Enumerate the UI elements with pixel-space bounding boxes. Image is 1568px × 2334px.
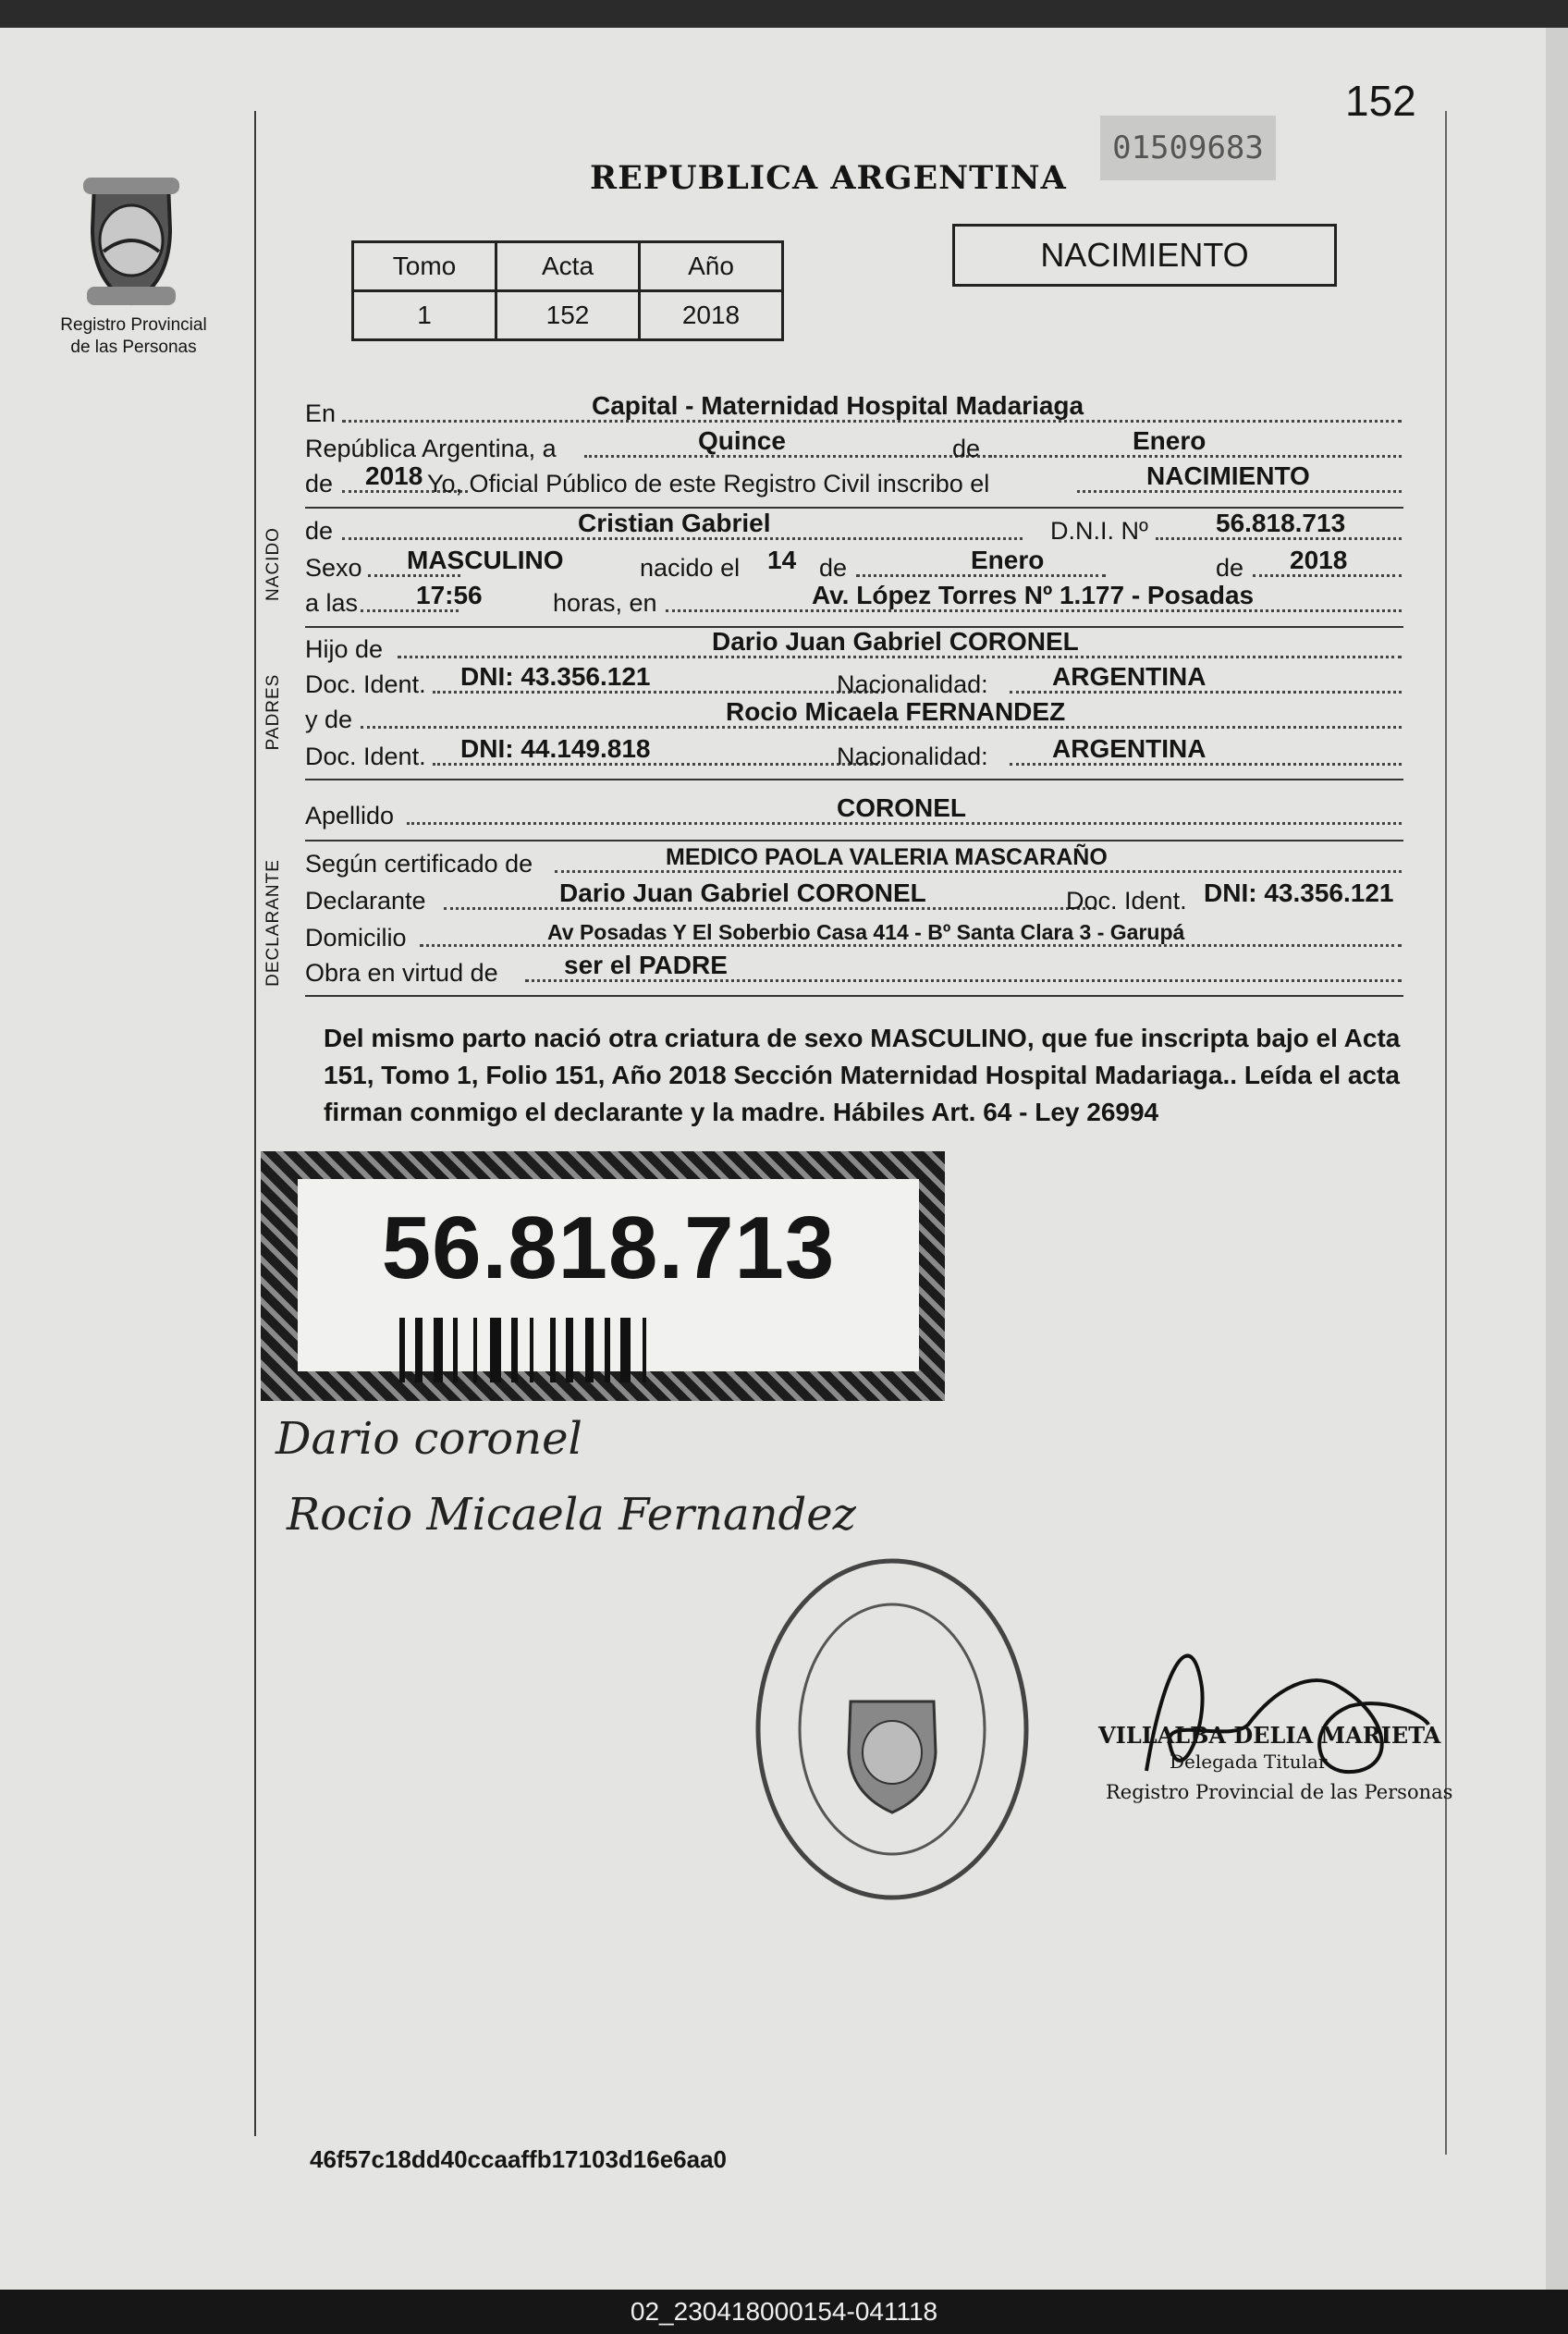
time-place-row [305, 583, 1402, 620]
document-title: REPUBLICA ARGENTINA [590, 159, 1067, 197]
document-hash: 46f57c18dd40ccaaffb17103d16e6aa0 [310, 2145, 728, 2173]
surname-value: CORONEL [837, 793, 966, 822]
declarant-doc: DNI: 43.356.121 [1204, 878, 1394, 907]
republic-label: República Argentina, a [305, 435, 557, 462]
address-label: Domicilio [305, 924, 407, 952]
declarant-doc-label: Doc. Ident. [1066, 887, 1187, 915]
scan-footer-id: 02_230418000154-041118 [0, 2290, 1568, 2334]
separator-line [305, 840, 1403, 841]
official-name: VILLALBA DELIA MARIETA [1098, 1722, 1441, 1749]
registry-caption-line1: Registro Provincial [60, 315, 207, 335]
barcode-bar [530, 1318, 533, 1382]
child-name-row: de Cristian Gabriel D.N.I. Nº 56.818.713 [305, 510, 1402, 547]
mother-row [305, 699, 1402, 736]
month-value: Enero [1133, 426, 1207, 455]
registry-caption-line2: de las Personas [70, 338, 197, 357]
mother-handwritten-signature: Rocio Micaela Fernandez [287, 1489, 856, 1541]
birth-month: Enero [971, 546, 1045, 574]
officer-text: Yo, Oficial Público de este Registro Civil inscribo el [427, 470, 990, 498]
father-handwritten-signature: Dario coronel [276, 1413, 582, 1465]
child-name: Cristian Gabriel [578, 509, 771, 537]
barcode-bar [605, 1318, 610, 1382]
certificate-row [305, 843, 1402, 880]
dni-sticker-inner [298, 1179, 919, 1371]
barcode-bar [643, 1318, 646, 1382]
mother-doc-row [305, 736, 1402, 773]
page-number: 152 [1345, 77, 1416, 125]
book-reference-table [351, 240, 784, 341]
mother-doc: DNI: 44.149.818 [460, 734, 651, 763]
official-seal-stamp [749, 1554, 1035, 1905]
sex-value: MASCULINO [407, 546, 564, 574]
mother-nationality-label: Nacionalidad: [837, 743, 988, 770]
registry-caption [48, 314, 219, 359]
mother-nationality: ARGENTINA [1052, 734, 1207, 763]
address-row [305, 917, 1402, 954]
hours-label: horas, en [553, 589, 657, 617]
certificate-value: MEDICO PAOLA VALERIA MASCARAÑO [666, 844, 1108, 870]
declarant-name: Dario Juan Gabriel CORONEL [559, 878, 926, 907]
mother-doc-label: Doc. Ident. [305, 743, 426, 770]
surname-row [305, 795, 1402, 832]
birth-year: 2018 [1290, 546, 1348, 574]
capacity-label: Obra en virtud de [305, 959, 498, 987]
serial-stamp: 01509683 [1100, 116, 1276, 180]
en-label: En [305, 399, 337, 427]
birth-place: Av. López Torres Nº 1.177 - Posadas [812, 581, 1255, 609]
address-value: Av Posadas Y El Soberbio Casa 414 - Bº Santa Clara 3 - Garupá [547, 920, 1185, 944]
place-value: Capital - Maternidad Hospital Madariaga [592, 391, 1084, 420]
father-nationality: ARGENTINA [1052, 662, 1207, 691]
official-registry: Registro Provincial de las Personas [1106, 1781, 1453, 1803]
father-doc-label: Doc. Ident. [305, 670, 426, 698]
official-role: Delegada Titular [1170, 1750, 1328, 1773]
barcode-bar [434, 1318, 443, 1382]
sex-label: Sexo [305, 554, 362, 582]
barcode-bar [415, 1318, 423, 1382]
barcode-bar [399, 1318, 405, 1382]
barcode-bar [566, 1318, 573, 1382]
section-parents-label: PADRES [263, 673, 283, 751]
declarant-label: Declarante [305, 887, 426, 915]
at-label: a las [305, 589, 359, 617]
section-declarant-label: DECLARANTE [263, 859, 283, 987]
acta-value: 152 [496, 291, 640, 340]
capacity-row [305, 952, 1402, 989]
year-value: 2018 [640, 291, 783, 340]
acta-header: Acta [496, 242, 640, 291]
mother-name: Rocio Micaela FERNANDEZ [726, 697, 1066, 726]
dni-sticker [261, 1151, 945, 1401]
father-row [305, 629, 1402, 666]
year-value: 2018 [365, 461, 423, 490]
section-born-label: NACIDO [263, 527, 283, 601]
and-label: y de [305, 706, 353, 733]
de-label: de [952, 435, 981, 462]
margin-line [254, 111, 256, 2136]
inscribed-type: NACIMIENTO [1146, 461, 1310, 490]
date-row [305, 428, 1402, 465]
barcode-bar [550, 1318, 556, 1382]
day-words: Quince [698, 426, 786, 455]
son-of-label: Hijo de [305, 635, 384, 663]
child-dni: 56.818.713 [1216, 509, 1346, 537]
dni-label: D.N.I. Nº [1050, 517, 1148, 545]
birth-time: 17:56 [416, 581, 483, 609]
declarant-row [305, 880, 1402, 917]
barcode-bar [585, 1318, 594, 1382]
place-row [305, 393, 1402, 430]
father-nationality-label: Nacionalidad: [837, 670, 988, 698]
born-label: nacido el [640, 554, 741, 582]
page-edge [1546, 28, 1568, 2303]
year-header: Año [640, 242, 783, 291]
separator-line [305, 995, 1403, 997]
barcode-bar [473, 1318, 477, 1382]
birth-day: 14 [767, 546, 797, 574]
dni-sticker-number: 56.818.713 [381, 1198, 836, 1297]
barcode-bar [511, 1318, 518, 1382]
father-name: Dario Juan Gabriel CORONEL [712, 627, 1079, 656]
certificate-label: Según certificado de [305, 850, 533, 878]
record-type-box: NACIMIENTO [952, 224, 1337, 287]
father-doc-row [305, 664, 1402, 701]
officer-row: de 2018 Yo, Oficial Público de este Registro Civil inscribo el NACIMIENTO [305, 463, 1402, 500]
right-margin-line [1445, 111, 1447, 2155]
barcode-graphic [399, 1318, 806, 1382]
barcode-bar [620, 1318, 631, 1382]
father-doc: DNI: 43.356.121 [460, 662, 651, 691]
capacity-value: ser el PADRE [564, 951, 728, 979]
sex-birth-row: Sexo MASCULINO nacido el 14 de Enero de 2018 [305, 547, 1402, 584]
province-seal-logo [67, 174, 196, 311]
tomo-value: 1 [353, 291, 496, 340]
barcode-bar [453, 1318, 458, 1382]
surname-label: Apellido [305, 802, 395, 829]
annotation-note: Del mismo parto nació otra criatura de sexo MASCULINO, que fue inscripta bajo el Acta 151, Tomo 1, Folio 151, Año 2018 Sección Maternidad Hospital Madariaga.. Leída el acta firman conmigo el declarante y la madre. Hábiles Art. 64 - Ley 26994 [324, 1024, 1401, 1126]
separator-line [305, 779, 1403, 780]
tomo-header: Tomo [353, 242, 496, 291]
barcode-bar [490, 1318, 501, 1382]
